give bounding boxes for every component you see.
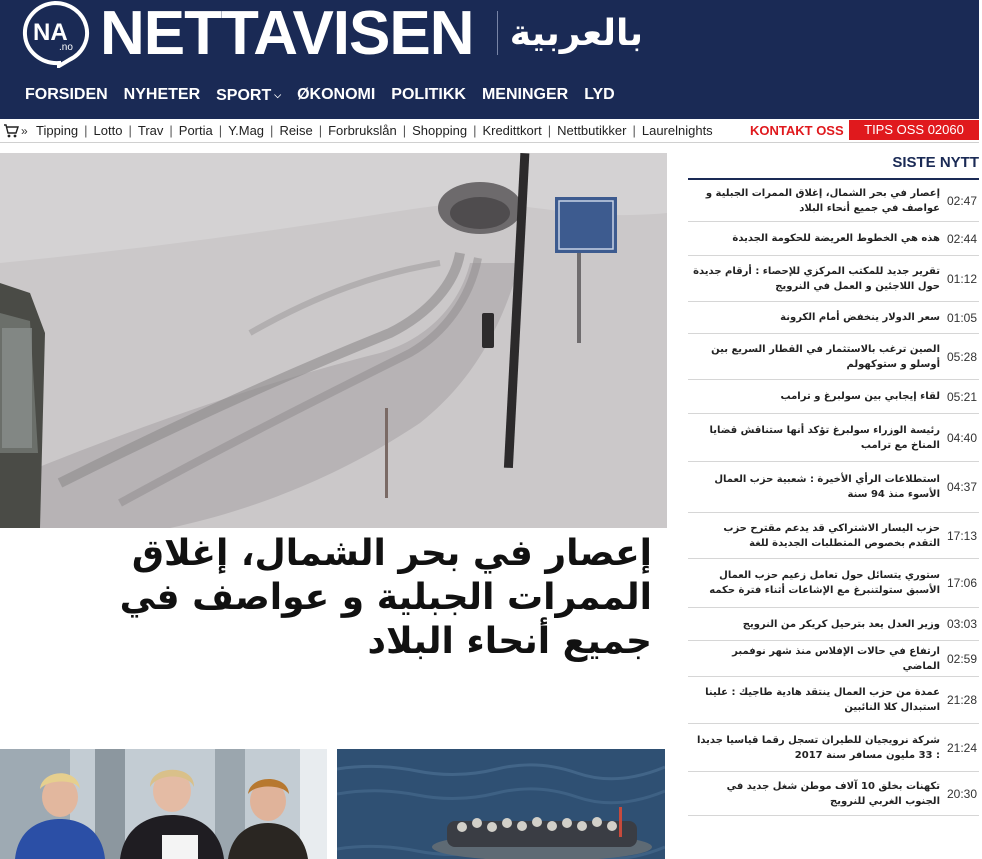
news-item[interactable] xyxy=(688,334,979,380)
news-item-time: 05:21 xyxy=(946,389,977,404)
sub-nav-separator: | xyxy=(270,123,274,138)
news-item-headline: ستوري يتسائل حول تعامل زعيم حزب العمال الأسبق ستولتنبرغ مع الإشاعات أثناء فترة حكمه xyxy=(709,570,940,596)
news-item-time: 03:03 xyxy=(946,617,977,631)
nav-item-nyheter[interactable]: NYHETER xyxy=(123,86,201,103)
sub-nav-separator: | xyxy=(318,123,323,138)
thumbnail-politicians[interactable] xyxy=(0,749,327,859)
sub-nav-link[interactable]: Portia xyxy=(178,123,213,138)
news-item-headline-wrap xyxy=(688,222,944,255)
sub-nav-link[interactable]: Lotto xyxy=(93,123,123,138)
news-item-headline-wrap xyxy=(688,380,944,413)
news-item-headline: وزير العدل يعد بترحيل كريكر من النرويج xyxy=(742,618,940,630)
nav-item-politikk[interactable]: POLITIKK xyxy=(391,86,466,103)
sub-nav-link[interactable]: Shopping xyxy=(412,123,468,138)
sub-nav-link[interactable]: Reise xyxy=(279,123,313,138)
news-item-headline-wrap xyxy=(688,334,944,379)
thumbnail-migrant-boat[interactable] xyxy=(337,749,665,859)
logo-badge-sub: .no xyxy=(59,42,73,53)
news-item-headline: الصين ترغب بالاستثمار في القطار السريع بين أوسلو و ستوكهولم xyxy=(711,343,940,370)
na-logo-badge[interactable] xyxy=(19,0,91,68)
news-item[interactable] xyxy=(688,677,979,724)
news-item-headline: سعر الدولار ينخفض أمام الكرونة xyxy=(780,312,940,323)
sub-nav-separator: | xyxy=(402,123,407,138)
news-item-headline-wrap xyxy=(688,462,944,512)
news-item-time: 17:06 xyxy=(946,576,977,590)
chevron-down-icon: ⌵ xyxy=(274,90,282,100)
sub-nav-separator: | xyxy=(218,123,223,138)
news-item[interactable] xyxy=(688,222,979,256)
news-item-time: 17:13 xyxy=(946,528,977,543)
news-item[interactable] xyxy=(688,724,979,772)
sub-nav xyxy=(0,119,979,143)
news-item-headline: شركة نرويجيان للطيران تسجل رقما قياسيا جديدا : 33 مليون مسافر سنة 2017 xyxy=(696,734,940,761)
news-list xyxy=(688,180,979,816)
nav-item-lyd[interactable]: LYD xyxy=(584,86,615,103)
sub-nav-separator: | xyxy=(473,123,477,138)
nav-item-okonomi[interactable]: ØKONOMI xyxy=(297,86,376,103)
news-item-headline-wrap xyxy=(688,772,944,815)
sub-nav-link[interactable]: Tipping xyxy=(36,123,79,138)
news-item-headline: تقرير جديد للمكتب المركزي للإحصاء : أرقام جديدة حول اللاجئين و العمل في النرويج xyxy=(693,265,940,292)
news-item-headline-wrap xyxy=(688,513,944,558)
news-item-headline: عمدة من حزب العمال ينتقد هادية طاجيك : علينا استبدال كلا النائبين xyxy=(705,687,940,713)
nav-item-sport[interactable] xyxy=(216,84,281,107)
news-item[interactable] xyxy=(688,559,979,608)
logo-arabic-text[interactable]: بالعربية xyxy=(509,13,643,54)
news-item[interactable] xyxy=(688,772,979,816)
news-item-headline: هذه هي الخطوط العريضة للحكومة الجديدة xyxy=(732,233,940,244)
news-item[interactable] xyxy=(688,180,979,222)
double-chevron-icon: » xyxy=(21,124,28,138)
sub-nav-link[interactable]: Laurelnights xyxy=(641,123,713,138)
news-item[interactable] xyxy=(688,256,979,302)
news-item-time: 04:40 xyxy=(946,430,977,445)
news-item-headline-wrap xyxy=(688,641,944,676)
news-item-headline-wrap xyxy=(688,414,944,461)
three-politicians-photo xyxy=(0,749,327,859)
news-item-time: 21:24 xyxy=(946,740,977,755)
news-item[interactable] xyxy=(688,608,979,641)
snowy-road-photo xyxy=(0,153,667,528)
news-item-headline: تكهنات بخلق 10 آلاف موطن شغل جديد في الجنوب الغربي للنرويج xyxy=(726,780,940,807)
sub-nav-links xyxy=(36,123,713,139)
sub-nav-separator: | xyxy=(84,123,88,138)
news-item-headline-wrap xyxy=(688,608,944,640)
nav-item-forsiden[interactable]: FORSIDEN xyxy=(25,86,108,103)
news-item-time: 05:28 xyxy=(946,349,977,364)
siste-nytt-sidebar xyxy=(688,150,979,816)
news-item-headline-wrap xyxy=(688,180,944,221)
shopping-cart-icon[interactable] xyxy=(3,123,19,138)
sub-nav-link[interactable]: Y.Mag xyxy=(228,123,265,138)
sub-nav-link[interactable]: Kredittkort xyxy=(482,123,542,138)
news-item-time: 04:37 xyxy=(946,480,977,494)
logo-wordmark[interactable]: NETTAVISEN xyxy=(100,0,474,68)
news-item[interactable] xyxy=(688,414,979,462)
news-item-headline-wrap xyxy=(688,724,944,771)
site-header xyxy=(0,0,979,119)
news-item-headline: رئيسة الوزراء سولبرغ تؤكد أنها ستناقش قضايا المناخ مع ترامب xyxy=(709,424,940,451)
sub-nav-separator: | xyxy=(169,123,173,138)
news-item-time: 21:28 xyxy=(946,693,977,707)
nav-item-meninger[interactable]: MENINGER xyxy=(481,86,569,103)
news-item-time: 01:12 xyxy=(946,271,977,286)
news-item[interactable] xyxy=(688,302,979,334)
news-item-headline-wrap xyxy=(688,256,944,301)
news-item-time: 02:47 xyxy=(946,193,977,208)
news-item-time: 02:44 xyxy=(946,231,977,246)
logo-divider xyxy=(497,11,498,55)
hero-image[interactable] xyxy=(0,153,667,528)
news-item-time: 02:59 xyxy=(946,651,977,666)
logo-badge-text: NA xyxy=(33,19,68,46)
nav-item-sport-label: SPORT xyxy=(216,87,272,104)
tips-button[interactable]: TIPS OSS 02060 xyxy=(849,120,979,140)
news-item[interactable] xyxy=(688,513,979,559)
sub-nav-link[interactable]: Trav xyxy=(137,123,164,138)
news-item[interactable] xyxy=(688,380,979,414)
news-item-headline-wrap xyxy=(688,677,944,723)
news-item-headline-wrap xyxy=(688,302,944,333)
sub-nav-separator: | xyxy=(547,123,552,138)
news-item-headline: ارتفاع في حالات الإفلاس منذ شهر نوفمبر الماضي xyxy=(732,645,940,672)
news-item-headline: استطلاعات الرأي الأخيرة : شعبية حزب العمال الأسوء منذ 94 سنة xyxy=(714,474,940,500)
news-item[interactable] xyxy=(688,641,979,677)
sub-nav-separator: | xyxy=(128,123,132,138)
sidebar-title: SISTE NYTT xyxy=(892,154,979,171)
contact-link[interactable]: KONTAKT OSS xyxy=(750,123,844,138)
news-item[interactable] xyxy=(688,462,979,513)
news-item-headline-wrap xyxy=(688,559,944,607)
news-item-time: 20:30 xyxy=(946,786,977,801)
sub-nav-separator: | xyxy=(632,123,636,138)
sub-nav-link[interactable]: Nettbutikker xyxy=(557,123,627,138)
news-item-headline: إعصار في بحر الشمال، إغلاق الممرات الجبلية و عواصف في جميع أنحاء البلاد xyxy=(705,187,940,214)
main-nav xyxy=(25,84,615,107)
news-item-headline: لقاء إيجابي بين سولبرغ و ترامب xyxy=(780,391,940,402)
news-item-time: 01:05 xyxy=(946,310,977,325)
hero-headline[interactable]: إعصار في بحر الشمال، إغلاق الممرات الجبلية و عواصف في جميع أنحاء البلاد xyxy=(119,533,652,662)
news-item-headline: حزب اليسار الاشتراكي قد يدعم مقترح حزب التقدم بخصوص المتطلبات الجديدة للغة xyxy=(723,522,940,549)
migrant-boat-at-sea-photo xyxy=(337,749,665,859)
sub-nav-link[interactable]: Forbrukslån xyxy=(328,123,397,138)
